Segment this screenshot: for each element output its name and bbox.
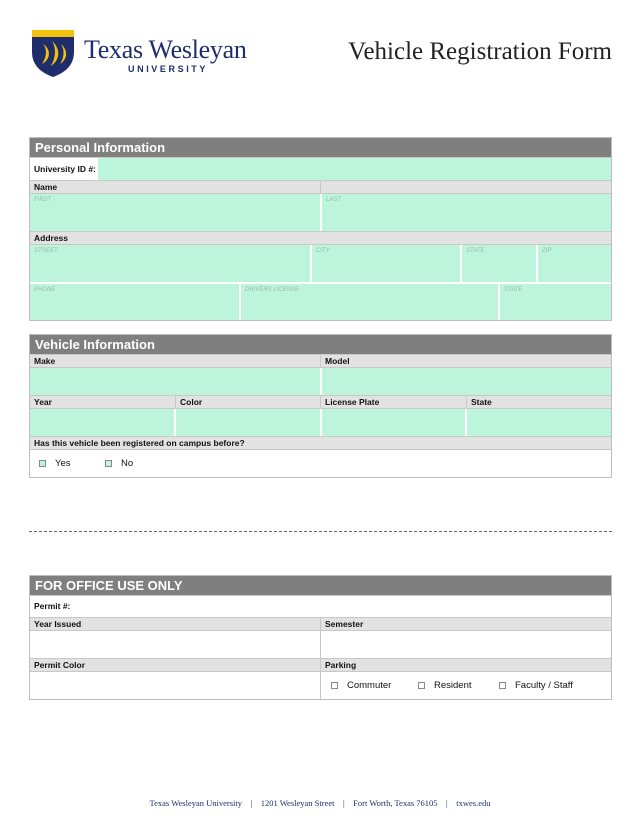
vehicle-information-section	[29, 334, 612, 478]
faculty-staff-option[interactable]	[499, 680, 573, 691]
university-shield-logo	[30, 28, 76, 78]
permit-number-label: Permit #:	[34, 601, 71, 611]
first-name-input[interactable]	[30, 194, 320, 231]
address-fields-row	[30, 244, 611, 282]
license-plate-label: License Plate	[320, 396, 466, 408]
vehicle-state-input[interactable]	[467, 409, 611, 436]
color-parking-label-row	[30, 658, 611, 671]
parking-label: Parking	[320, 659, 611, 671]
no-label: No	[121, 458, 134, 469]
commuter-label: Commuter	[347, 680, 392, 691]
contact-fields-row	[30, 282, 611, 320]
university-id-label: University ID #:	[30, 158, 98, 180]
commuter-checkbox[interactable]	[331, 682, 338, 689]
color-label: Color	[175, 396, 320, 408]
year-semester-fields-row	[30, 630, 611, 658]
commuter-option[interactable]	[331, 680, 391, 691]
license-plate-input[interactable]	[322, 409, 465, 436]
yes-checkbox[interactable]	[39, 460, 46, 467]
faculty-staff-label: Faculty / Staff	[515, 680, 573, 691]
yes-option[interactable]	[39, 458, 71, 469]
personal-section-header: Personal Information	[30, 138, 611, 157]
resident-checkbox[interactable]	[418, 682, 425, 689]
vehicle-state-label: State	[466, 396, 611, 408]
parking-options	[320, 672, 611, 699]
university-id-row	[30, 157, 611, 180]
office-section-header: FOR OFFICE USE ONLY	[30, 576, 611, 595]
registered-question: Has this vehicle been registered on campus before?	[34, 438, 245, 448]
footer-address: Texas Wesleyan University | 1201 Wesleyan Street | Fort Worth, Texas 76105 | txwes.edu	[149, 798, 491, 808]
year-issued-input[interactable]	[30, 631, 320, 658]
address-label-row	[30, 231, 611, 244]
name-label-row	[30, 180, 611, 193]
name-label-divider	[320, 181, 321, 193]
phone-placeholder: PHONE	[34, 287, 56, 293]
name-fields-row	[30, 193, 611, 231]
registered-options-row	[30, 449, 611, 477]
university-id-input[interactable]	[98, 158, 611, 180]
semester-label: Semester	[320, 618, 611, 630]
state-placeholder: STATE	[466, 248, 485, 254]
city-placeholder: CITY	[316, 248, 330, 254]
street-input[interactable]	[30, 245, 310, 282]
color-input[interactable]	[176, 409, 320, 436]
year-input[interactable]	[30, 409, 174, 436]
city-input[interactable]	[312, 245, 460, 282]
no-option[interactable]	[105, 458, 133, 469]
street-placeholder: STREET	[34, 248, 58, 254]
permit-color-label: Permit Color	[34, 660, 86, 670]
phone-input[interactable]	[30, 284, 239, 320]
make-label: Make	[34, 356, 56, 366]
logo-subtitle: UNIVERSITY	[128, 64, 209, 74]
vehicle-section-header: Vehicle Information	[30, 335, 611, 354]
zip-input[interactable]	[538, 245, 611, 282]
semester-input[interactable]	[320, 631, 611, 658]
faculty-staff-checkbox[interactable]	[499, 682, 506, 689]
make-model-fields-row	[30, 367, 611, 395]
registered-question-row	[30, 436, 611, 449]
resident-label: Resident	[434, 680, 472, 691]
year-color-label-row	[30, 395, 611, 408]
license-state-placeholder: STATE	[504, 287, 523, 293]
name-label: Name	[34, 182, 58, 192]
zip-placeholder: ZIP	[542, 248, 552, 254]
permit-color-input[interactable]	[30, 672, 320, 699]
office-use-section	[29, 575, 612, 700]
year-color-fields-row	[30, 408, 611, 436]
state-input[interactable]	[462, 245, 536, 282]
year-semester-label-row	[30, 617, 611, 630]
drivers-license-placeholder: DRIVERS LICENSE	[245, 287, 300, 293]
cut-line	[29, 531, 612, 532]
model-label: Model	[320, 355, 611, 367]
personal-information-section	[29, 137, 612, 321]
first-name-placeholder: FIRST	[34, 197, 52, 203]
resident-option[interactable]	[418, 680, 472, 691]
license-state-input[interactable]	[500, 284, 611, 320]
year-issued-label: Year Issued	[34, 619, 82, 629]
yes-label: Yes	[55, 458, 71, 469]
address-label: Address	[34, 233, 69, 243]
permit-number-row	[30, 595, 611, 617]
year-label: Year	[34, 397, 52, 407]
no-checkbox[interactable]	[105, 460, 112, 467]
color-parking-fields-row	[30, 671, 611, 699]
make-model-label-row	[30, 354, 611, 367]
form-title: Vehicle Registration Form	[348, 38, 612, 65]
drivers-license-input[interactable]	[241, 284, 498, 320]
logo-name: Texas Wesleyan	[84, 35, 247, 64]
last-name-placeholder: LAST	[326, 197, 342, 203]
make-input[interactable]	[30, 368, 320, 395]
last-name-input[interactable]	[320, 194, 611, 231]
model-input[interactable]	[322, 368, 611, 395]
